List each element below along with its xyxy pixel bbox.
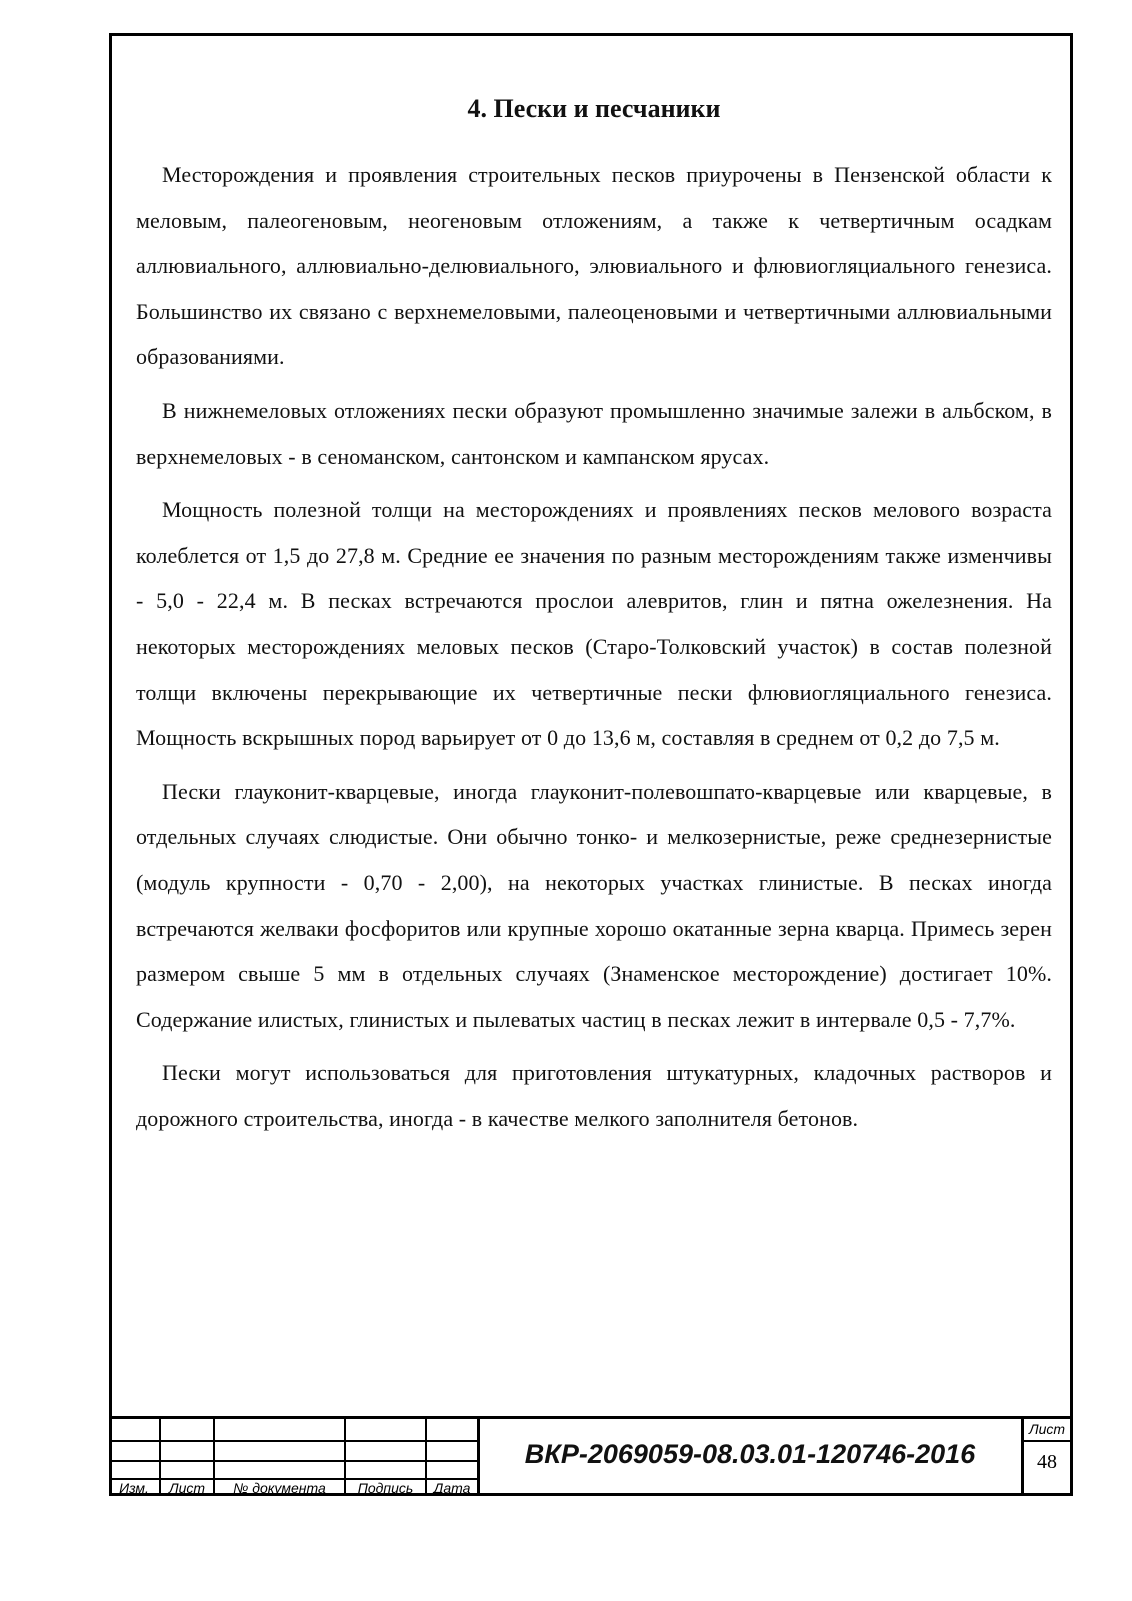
grid-line bbox=[109, 1460, 479, 1462]
col-list-label: Лист bbox=[168, 1480, 206, 1496]
grid-line bbox=[477, 1416, 480, 1496]
col-date-label: Дата bbox=[433, 1480, 471, 1496]
title-block-top-border bbox=[109, 1416, 1073, 1419]
col-doc-label: № документа bbox=[233, 1480, 326, 1496]
paragraph-5: Пески могут использоваться для приготовления штукатурных, кладочных растворов и дорожного строительства, иногда - в качестве мелкого заполнителя бетонов. bbox=[136, 1060, 1052, 1131]
document-body bbox=[136, 88, 1052, 1149]
section-heading: 4. Пески и песчаники bbox=[467, 94, 721, 123]
paragraph-3: Мощность полезной толщи на месторождениях и проявлениях песков мелового возраста колеблется от 1,5 до 27,8 м. Средние ее значения по разным месторождениям также изменчивы - 5,0 - 22,4 м. В песках встречаются прослои алевритов, глин и пятна ожелезнения. На некоторых месторождениях меловых песков (Старо-Толковский участок) в состав полезной толщи включены перекрывающие их четвертичные пески флювиогляциального генезиса. Мощность вскрышных пород варьирует от 0 до 13,6 м, составляя в среднем от 0,2 до 7,5 м. bbox=[136, 497, 1052, 751]
sheet-number: 48 bbox=[1037, 1451, 1057, 1473]
sheet-label: Лист bbox=[1028, 1421, 1066, 1437]
paragraph-2: В нижнемеловых отложениях пески образуют промышленно значимые залежи в альбском, в верхнемеловых - в сеноманском, сантонском и кампанском ярусах. bbox=[136, 397, 1052, 469]
col-sign-label: Подпись bbox=[357, 1480, 414, 1496]
document-code: ВКР-2069059-08.03.01-120746-2016 bbox=[524, 1439, 976, 1469]
grid-line bbox=[1021, 1440, 1073, 1442]
paragraph-4: Пески глауконит-кварцевые, иногда глауконит-полевошпато-кварцевые или кварцевые, в отдельных случаях слюдистые. Они обычно тонко- и мелкозернистые, реже среднезернистые (модуль крупности - 0,70 - 2,00), на некоторых участках глинистые. В песках иногда встречаются желваки фосфоритов или крупные хорошо окатанные зерна кварца. Примесь зерен размером свыше 5 мм в отдельных случаях (Знаменское месторождение) достигает 10%. Содержание илистых, глинистых и пылеватых частиц в песках лежит в интервале 0,5 - 7,7%. bbox=[136, 778, 1052, 1032]
paragraph-1: Месторождения и проявления строительных песков приурочены в Пензенской области к меловым, палеогеновым, неогеновым отложениям, а также к четвертичным осадкам аллювиального, аллювиально-делювиального, элювиального и флювиогляциального генезиса. Большинство их связано с верхнемеловыми, палеоценовыми и четвертичными аллювиальными образованиями. bbox=[136, 162, 1052, 370]
title-block bbox=[109, 1416, 1073, 1496]
grid-line bbox=[109, 1440, 479, 1442]
col-izm-label: Изм. bbox=[119, 1480, 149, 1496]
